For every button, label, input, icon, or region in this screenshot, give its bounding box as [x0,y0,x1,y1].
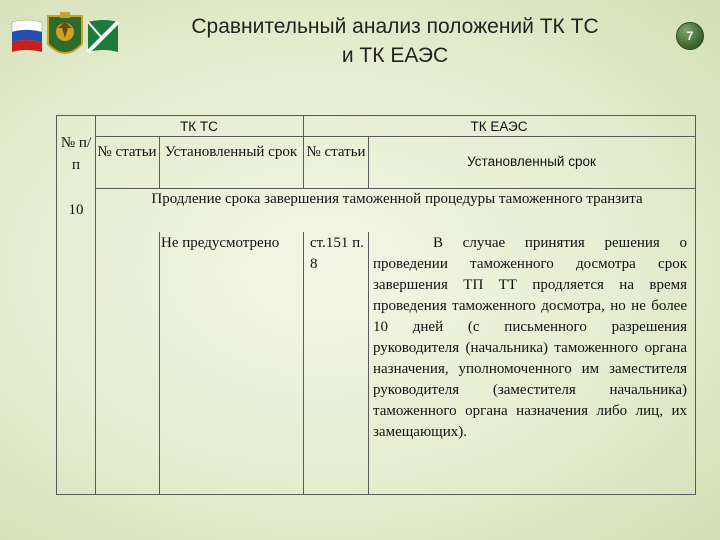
row-divider [95,136,695,137]
tkts-term-value: Не предусмотрено [161,235,280,251]
col-divider [159,232,160,494]
header-article-tkeaes: № статьи [306,144,366,160]
title-line-2: и ТК ЕАЭС [341,44,449,67]
col-divider [368,232,369,494]
col-divider [368,136,369,188]
col-divider [95,116,96,494]
customs-flag-icon [88,20,118,52]
eagle-emblem-icon [48,12,82,53]
header-term-tkeaes: Установленный срок [467,154,596,169]
tkeaes-term-value: В случае принятия решения о проведении таможенного досмотра срок завершения ТП ТТ продляется на время проведения таможенного досмотра, но не более 10 дней (с письменного разрешения руководителя (начальника) таможенного органа назначения, уполномоченного им заместителя руководителя (заместителя начальника) таможенного органа назначения либо лиц, их замещающих). [373,235,687,440]
col-divider [159,136,160,188]
col-divider [303,232,304,494]
row-number: 10 [68,202,84,218]
page-number-badge: 7 [676,22,704,50]
header-group-tkeaes: ТК ЕАЭС [470,119,528,134]
header-num: № п/п [60,135,92,173]
header-article-tkts: № статьи [97,144,157,160]
customs-emblem-icon [8,8,122,70]
tkeaes-article-value: ст.151 п. 8 [310,235,364,272]
header-group-tkts: ТК ТС [180,119,218,134]
slide-title [140,12,650,70]
section-heading: Продление срока завершения таможенной процедуры таможенного транзита [151,191,643,207]
title-line-1: Сравнительный анализ положений ТК ТС [191,15,599,38]
header-term-tkts: Установленный срок [164,144,298,160]
russian-flag-icon [12,20,42,52]
comparison-table [56,115,696,495]
